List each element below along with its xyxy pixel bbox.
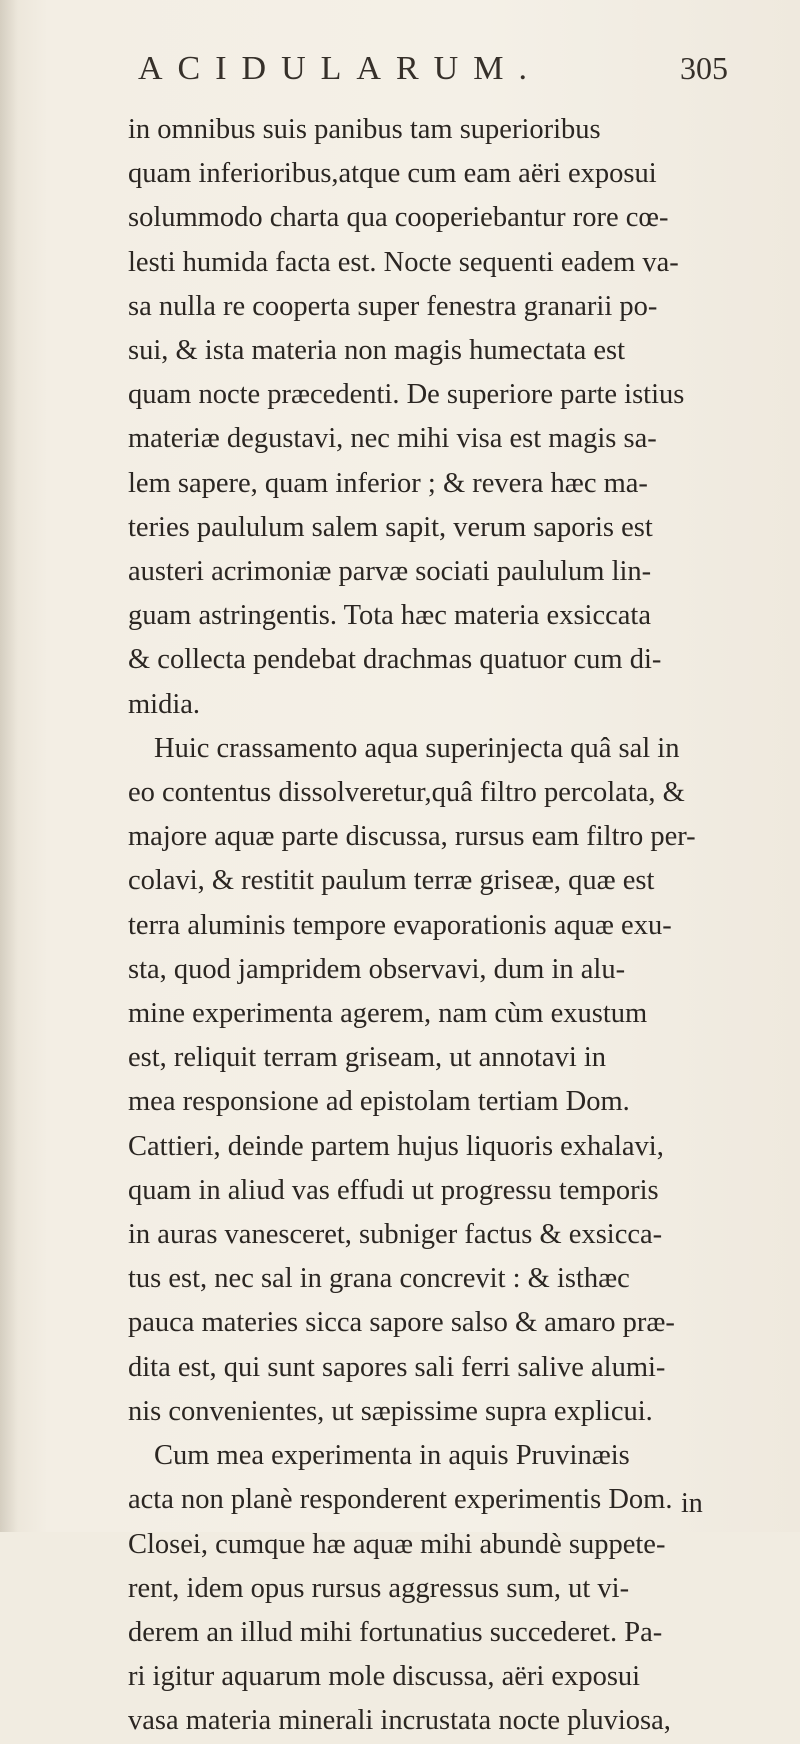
text-line: lem sapere, quam inferior ; & revera hæc ma- xyxy=(128,467,648,499)
text-line: est, reliquit terram griseam, ut annotavi in xyxy=(128,1042,607,1074)
text-line: Closei, cumque hæ aquæ mihi abundè suppete- xyxy=(128,1528,666,1560)
text-line: lesti humida facta est. Nocte sequenti eadem va- xyxy=(128,246,679,278)
text-line: quam in aliud vas effudi ut progressu temporis xyxy=(128,1174,659,1206)
text-line: Cattieri, deinde partem hujus liquoris exhalavi, xyxy=(128,1130,664,1162)
text-line: austeri acrimoniæ parvæ sociati paululum lin- xyxy=(128,556,652,588)
text-line: sa nulla re cooperta super fenestra granarii po- xyxy=(128,290,658,322)
text-line: colavi, & restitit paulum terræ griseæ, quæ est xyxy=(128,865,655,897)
text-line: in omnibus suis panibus tam superioribus xyxy=(128,114,601,145)
catchword: in xyxy=(681,1488,703,1519)
text-line: mea responsione ad epistolam tertiam Dom. xyxy=(128,1086,630,1118)
text-line: eo contentus dissolveretur,quâ filtro percolata, & xyxy=(128,777,685,809)
text-line: vasa materia minerali incrustata nocte pluviosa, xyxy=(128,1705,671,1737)
text-line: quam inferioribus,atque cum eam aëri exposui xyxy=(128,158,657,190)
text-line: majore aquæ parte discussa, rursus eam filtro per- xyxy=(128,821,696,853)
text-line: in auras vanesceret, subniger factus & exsicca- xyxy=(128,1219,663,1251)
running-title: ACIDULARUM. xyxy=(138,50,542,87)
text-line: derem an illud mihi fortunatius succederet. Pa- xyxy=(128,1616,663,1648)
text-line: dita est, qui sunt sapores sali ferri salive alumi- xyxy=(128,1351,666,1383)
text-line: solummodo charta qua cooperiebantur rore cœ- xyxy=(128,202,669,234)
text-line: nis convenientes, ut sæpissime supra explicui. xyxy=(128,1395,653,1427)
page-number: 305 xyxy=(680,50,728,86)
text-line: materiæ degustavi, nec mihi visa est magis sa- xyxy=(128,423,657,455)
text-line: guam astringentis. Tota hæc materia exsiccata xyxy=(128,600,651,632)
text-line: mine experimenta agerem, nam cùm exustum xyxy=(128,998,648,1030)
text-line: ri igitur aquarum mole discussa, aëri exposui xyxy=(128,1661,641,1693)
text-line: sta, quod jampridem observavi, dum in alu- xyxy=(128,953,626,985)
body-text xyxy=(128,108,738,1744)
text-line: Cum mea experimenta in aquis Pruvinæis xyxy=(154,1440,630,1472)
text-line: acta non planè responderent experimentis Dom. xyxy=(128,1484,673,1516)
text-line: & collecta pendebat drachmas quatuor cum di- xyxy=(128,644,662,676)
text-line: rent, idem opus rursus aggressus sum, ut vi- xyxy=(128,1572,630,1604)
text-line: pauca materies sicca sapore salso & amaro præ- xyxy=(128,1307,675,1339)
text-line: midia. xyxy=(128,688,201,720)
text-line: sui, & ista materia non magis humectata est xyxy=(128,335,626,367)
text-line: teries paululum salem sapit, verum saporis est xyxy=(128,511,653,543)
text-line: Huic crassamento aqua superinjecta quâ sal in xyxy=(154,732,680,764)
text-line: quam nocte præcedenti. De superiore parte istius xyxy=(128,379,685,411)
text-line: tus est, nec sal in grana concrevit : & isthæc xyxy=(128,1263,630,1295)
running-head xyxy=(0,42,800,102)
text-line: terra aluminis tempore evaporationis aquæ exu- xyxy=(128,909,672,941)
page-gutter-shadow xyxy=(0,0,18,1532)
